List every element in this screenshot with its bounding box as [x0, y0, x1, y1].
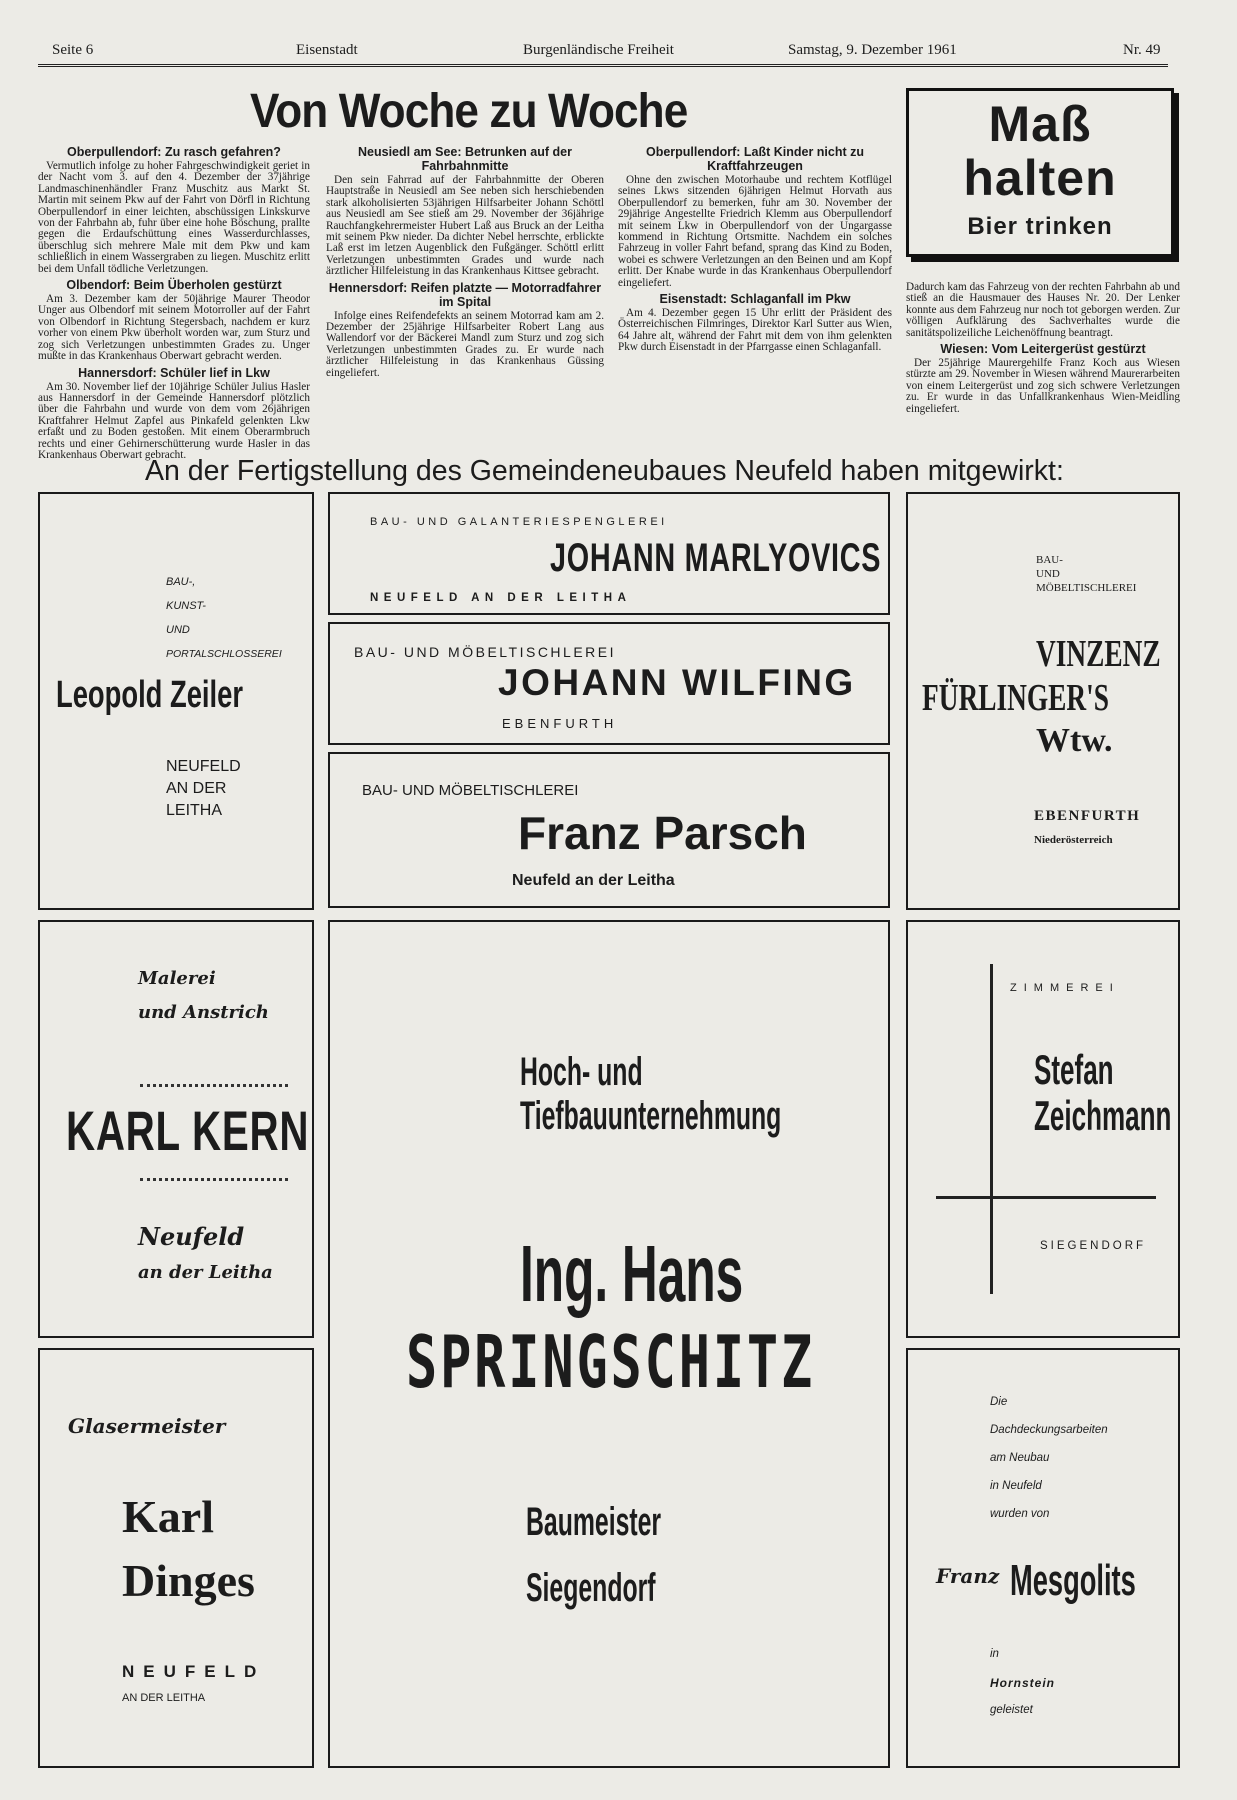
ad-text-line: wurden von: [990, 1508, 1050, 1520]
ad-company-name: Leopold Zeiler: [56, 674, 243, 716]
beer-ad: [906, 88, 1174, 257]
ad-trade-line: Malerei: [138, 968, 216, 989]
ad-place-line: Siegendorf: [526, 1566, 656, 1610]
ad-trade-line: BAU-: [1036, 554, 1063, 566]
article-text: Den sein Fahrrad auf der Fahrbahnmitte der Oberen Hauptstraße in Neusiedl am See neben sich herschiebenden stark alkoholisierten 53jährigen Hilfsarbeiter Johann Schöttl aus Neusiedl am See stieß am 29. November der 36jährige Rauchfangkehrermeister Hubert Laß aus Bruck an der Leitha mit seinem Pkw nieder. Da dichter Nebel herrschte, erblickte Laß erst im letzen Augenblick den Fußgänger. Schöttl erlitt Verletzungen unbestimmten Grades und wurde nach ärztlicher Hilfeleistung in das Krankenhaus Kittsee gebracht.: [326, 174, 604, 278]
ad-company-first-name: Franz: [936, 1564, 1000, 1588]
article-text: Vermutlich infolge zu hoher Fahrgeschwindigkeit geriet in der Nacht vom 3. auf den 4. Dezember der 37jährige Landmaschinenhändler Franz Muschitz aus Markt St. Martin mit seinem Pkw auf der Fahrt von Dörfl in Richtung Oberpullendorf in einer leichten, abschüssigen Linkskurve von der Fahrbahn ab, fuhr über eine hohe Böschung, prallte gegen die Erdaufschüttung eines Wasserdurchlasses, überschlug sich mehrere Male mit dem Pkw und kam schließlich in einem Wassergraben zu liegen. Muschitz erlitt bei dem Unfall tödliche Verletzungen.: [38, 160, 310, 275]
article-title: Oberpullendorf: Zu rasch gefahren?: [67, 145, 281, 159]
ad-company-name: JOHANN WILFING: [498, 662, 856, 703]
ad-zeiler: [38, 492, 314, 910]
article-text: Am 4. Dezember gegen 15 Uhr erlitt der Präsident des Österreichischen Filmringes, Direktor Karl Sutter aus Wien, 64 Jahre alt, während der Fahrt mit dem von ihm gelenkten Pkw durch Eisenstadt in der Pfarrgasse einen Schlaganfall.: [618, 307, 892, 354]
ad-place-line: EBENFURTH: [502, 716, 618, 731]
ad-kern: [38, 920, 314, 1338]
ad-marlyovics: [328, 492, 890, 615]
article-column-4: [906, 282, 1180, 416]
ad-trade-line: und Anstrich: [138, 1002, 269, 1023]
article-title: Hennersdorf: Reifen platzte — Motorradfahrer im Spital: [328, 280, 602, 309]
ad-text-line: am Neubau: [990, 1452, 1050, 1464]
article-text: Der 25jährige Maurergehilfe Franz Koch aus Wiesen stürzte am 29. November in Wiesen während Maurerarbeiten von einem Leitergerüst und zog sich schwere Verletzungen zu. Er wurde in das Unfallkrankenhaus Wien-Meidling eingeliefert.: [906, 357, 1180, 415]
ad-wilfing: [328, 622, 890, 745]
ad-company-name: Karl: [122, 1491, 214, 1542]
ad-company-name: Dinges: [122, 1555, 255, 1606]
ad-company-name: Zeichmann: [1034, 1092, 1172, 1139]
article-title: Hannersdorf: Schüler lief in Lkw: [78, 365, 270, 380]
ad-place-line: NEUFELD: [122, 1662, 266, 1681]
ad-fuerlinger: [906, 492, 1180, 910]
article-title: Eisenstadt: Schlaganfall im Pkw: [659, 292, 851, 307]
issue-date: Samstag, 9. Dezember 1961: [788, 42, 957, 58]
ad-trade-line: Hoch- und: [520, 1050, 643, 1094]
ad-company-name: Ing. Hans: [520, 1229, 744, 1318]
ad-company-name: Mesgolits: [1010, 1556, 1136, 1605]
ad-trade-line: BAU- UND MÖBELTISCHLEREI: [354, 644, 616, 660]
ad-place-line: EBENFURTH: [1034, 808, 1141, 824]
ad-parsch: [328, 752, 890, 908]
article-title: Oberpullendorf: Laßt Kinder nicht zu Kraftfahrzeugen: [645, 145, 865, 173]
ad-company-name: Franz Parsch: [518, 807, 807, 859]
ad-trade-line: Tiefbauunternehmung: [520, 1094, 782, 1138]
issue-number: Nr. 49: [1123, 42, 1161, 58]
article-text: Am 30. November lief der 10jährige Schüler Julius Hasler aus Hannersdorf in der Gemeinde Hannersdorf plötzlich über die Fahrbahn und wurde von dem vom 26jährigen Kraftfahrer Helmut Zapfel aus Pinkafeld gelenkten Lkw erfaßt und zu Boden gestoßen. Mit einem Oberarmbruch rechts und einer Gehirnerschütterung wurde Hasler in das Krankenhaus Oberwart gebracht.: [38, 380, 310, 461]
ad-place-line: Neufeld an der Leitha: [512, 872, 675, 889]
ad-trade-line: UND: [166, 624, 190, 636]
article-column-2: [326, 142, 604, 380]
ad-text-line: geleistet: [990, 1704, 1033, 1716]
ad-trade-line: BAU- UND GALANTERIESPENGLEREI: [370, 516, 668, 528]
ad-place-line: LEITHA: [166, 802, 223, 819]
ad-springschitz: [328, 920, 890, 1768]
section-banner: An der Fertigstellung des Gemeindeneubaues Neufeld haben mitgewirkt:: [145, 455, 1064, 487]
ad-mesgolits: [906, 1348, 1180, 1768]
article-title: Wiesen: Vom Leitergerüst gestürzt: [940, 342, 1146, 357]
ad-trade-line: KUNST-: [166, 600, 206, 612]
page-headline: Von Woche zu Woche: [250, 85, 688, 138]
ad-trade-line: MÖBELTISCHLEREI: [1036, 582, 1137, 594]
ad-place-line: Neufeld: [138, 1222, 245, 1251]
ad-dinges: [38, 1348, 314, 1768]
article-column-3: [618, 142, 892, 355]
ad-company-name: SPRINGSCHITZ: [406, 1320, 816, 1404]
ad-text-line: Dachdeckungsarbeiten: [990, 1424, 1108, 1436]
ad-place-line: AN DER LEITHA: [122, 1692, 206, 1704]
ad-place-line: SIEGENDORF: [1040, 1240, 1147, 1252]
article-text: Ohne den zwischen Motorhaube und rechtem Kotflügel seines Lkws sitzenden 6jährigen Helmut Horvath aus Oberpullendorf zu bemerken, fuhr am 30. November der 29jährige Angestellte Friedrich Klemm aus Oberpullendorf mit seinem Lkw in Oberpullendorf von der Ungargasse kommend in Richtung Ortsmitte. Nachdem ein solches Fahrzeug in voller Fahrt befand, sprang das Kind zu Boden, wobei es schwere Verletzungen an den Beinen und am Kopf erlitt. Der Knabe wurde in das Krankenhaus Oberpullendorf eingeliefert.: [618, 174, 892, 289]
ad-company-name: Wtw.: [1036, 722, 1113, 759]
ad-place-line: AN DER: [166, 780, 227, 797]
ad-region-line: Niederösterreich: [1034, 834, 1113, 846]
ad-company-name: JOHANN MARLYOVICS: [550, 536, 882, 580]
ad-text-line: in Neufeld: [990, 1480, 1042, 1492]
article-title: Neusiedl am See: Betrunken auf der Fahrbahnmitte: [358, 145, 572, 173]
ad-company-name: VINZENZ: [1036, 633, 1161, 675]
page-number: Seite 6: [52, 42, 94, 58]
ad-company-name: Stefan: [1034, 1046, 1114, 1093]
ad-place-line: an der Leitha: [138, 1262, 273, 1283]
page-header: [38, 38, 1168, 67]
ad-text-line: in: [990, 1648, 999, 1660]
ad-company-name: KARL KERN: [66, 1099, 310, 1162]
ad-trade-line: BAU- UND MÖBELTISCHLEREI: [362, 782, 579, 799]
header-place: Eisenstadt: [296, 42, 358, 58]
article-title: Olbendorf: Beim Überholen gestürzt: [66, 278, 282, 293]
ad-trade-line: UND: [1036, 568, 1060, 580]
ad-place-line: Hornstein: [990, 1676, 1056, 1690]
newspaper-name: Burgenländische Freiheit: [523, 42, 674, 58]
beer-ad-line-2: halten: [963, 150, 1117, 206]
ad-zeichmann: [906, 920, 1180, 1338]
ad-trade-line: PORTALSCHLOSSEREI: [166, 648, 282, 660]
beer-ad-line-3: Bier trinken: [967, 213, 1113, 240]
ad-company-name: FÜRLINGER'S: [922, 677, 1109, 719]
beer-ad-line-1: Maß: [988, 96, 1092, 152]
ad-divider: [936, 1196, 1156, 1199]
article-text: Am 3. Dezember kam der 50jährige Maurer Theodor Unger aus Olbendorf mit seinem Motorroller auf der Fahrt von Olbendorf in Richtung Stegersbach, nachdem er kurz vorher von einem Pkw überholt worden war, zum Sturz und zog sich Verletzungen unbestimmten Grades zu. Unger mußte in das Krankenhaus Oberwart gebracht werden.: [38, 293, 310, 363]
ad-trade-line: Glasermeister: [68, 1414, 226, 1438]
article-text: Infolge eines Reifendefekts an seinem Motorrad kam am 2. Dezember der 25jährige Hilfsarbeiter Robert Lang aus Wallendorf vor der Bäckerei Mandl zum Sturz und zog sich Verletzungen unbestimmten Grades zu. Er wurde nach ärztlicher Hilfeleistung in das Krankenhaus Güssing eingeliefert.: [326, 309, 604, 379]
ad-place-line: NEUFELD: [166, 758, 241, 775]
ad-divider: [990, 964, 993, 1294]
ad-divider: [140, 1178, 288, 1181]
ad-trade-line: BAU-,: [166, 576, 196, 588]
ad-place-line: NEUFELD AN DER LEITHA: [370, 592, 632, 604]
ad-divider: [140, 1084, 288, 1087]
ad-text-line: Die: [990, 1396, 1008, 1408]
ad-title-line: Baumeister: [526, 1500, 662, 1544]
article-column-1: [38, 142, 310, 462]
ad-trade-line: ZIMMEREI: [1010, 982, 1120, 994]
article-text: Dadurch kam das Fahrzeug von der rechten Fahrbahn ab und stieß an die Hausmauer des Hauses Nr. 20. Der Lenker konnte aus dem Fahrzeug nur noch tot geborgen werden. Zur völligen Aufklärung des Sachverhaltes wurde die sanitätspolizeiliche Leichenöffnung beantragt.: [906, 281, 1180, 339]
